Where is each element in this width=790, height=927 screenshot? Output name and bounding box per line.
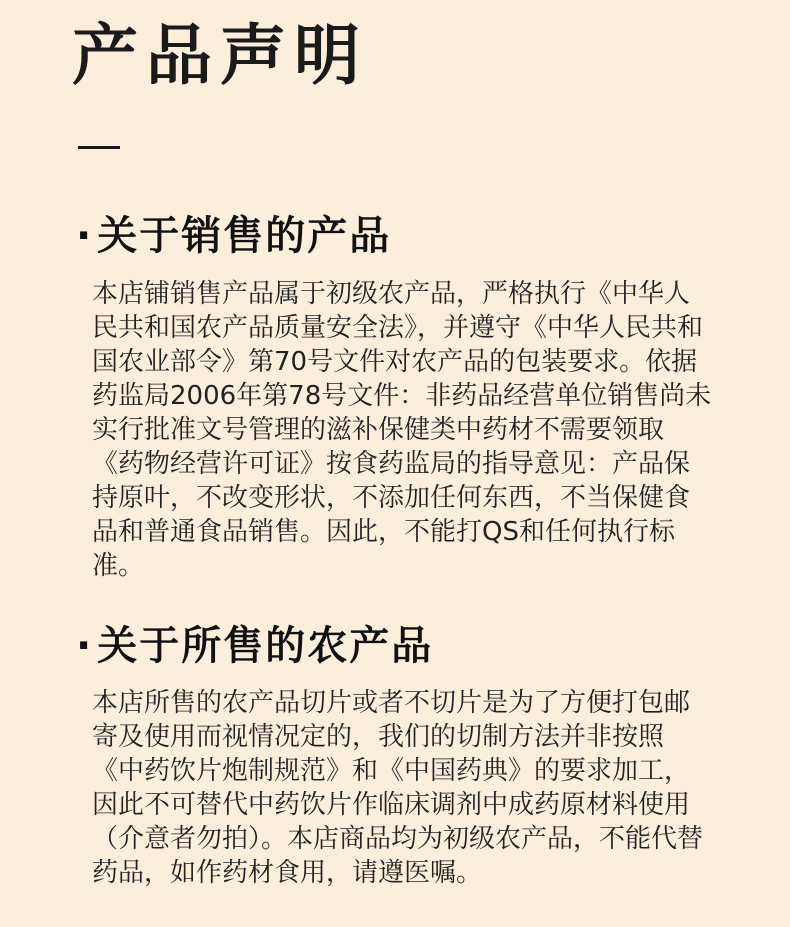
section-heading-agricultural-products: [76, 618, 433, 674]
section-body-agricultural-products: 本店所售的农产品切片或者不切片是为了方便打包邮寄及使用而视情况定的，我们的切制方法并非按照《中药饮片炮制规范》和《中国药典》的要求加工，因此不可替代中药饮片作临床调剂中成药原材料使用（介意者勿拍）。本店商品均为初级农产品，不能代替药品，如作药材食用，请遵医嘱。: [92, 688, 704, 888]
section-heading-products-sold: [76, 208, 391, 264]
title-divider: [78, 146, 120, 149]
page-title: 产品声明: [72, 17, 368, 94]
heading-bullet: ·: [76, 213, 94, 259]
section-body-products-sold: 本店铺销售产品属于初级农产品，严格执行《中华人民共和国农产品质量安全法》，并遵守《中华人民共和国农业部令》第70号文件对农产品的包装要求。依据药监局2006年第78号文件：非药品经营单位销售尚未实行批准文号管理的滋补保健类中药材不需要领取《药物经营许可证》按食药监局的指导意见：产品保持原叶，不改变形状，不添加任何东西，不当保健食品和普通食品销售。因此，不能打QS和任何执行标准。: [92, 279, 712, 581]
heading-bullet: ·: [76, 623, 94, 669]
section-heading-text: 关于销售的产品: [97, 213, 392, 259]
section-heading-text: 关于所售的农产品: [97, 623, 434, 669]
